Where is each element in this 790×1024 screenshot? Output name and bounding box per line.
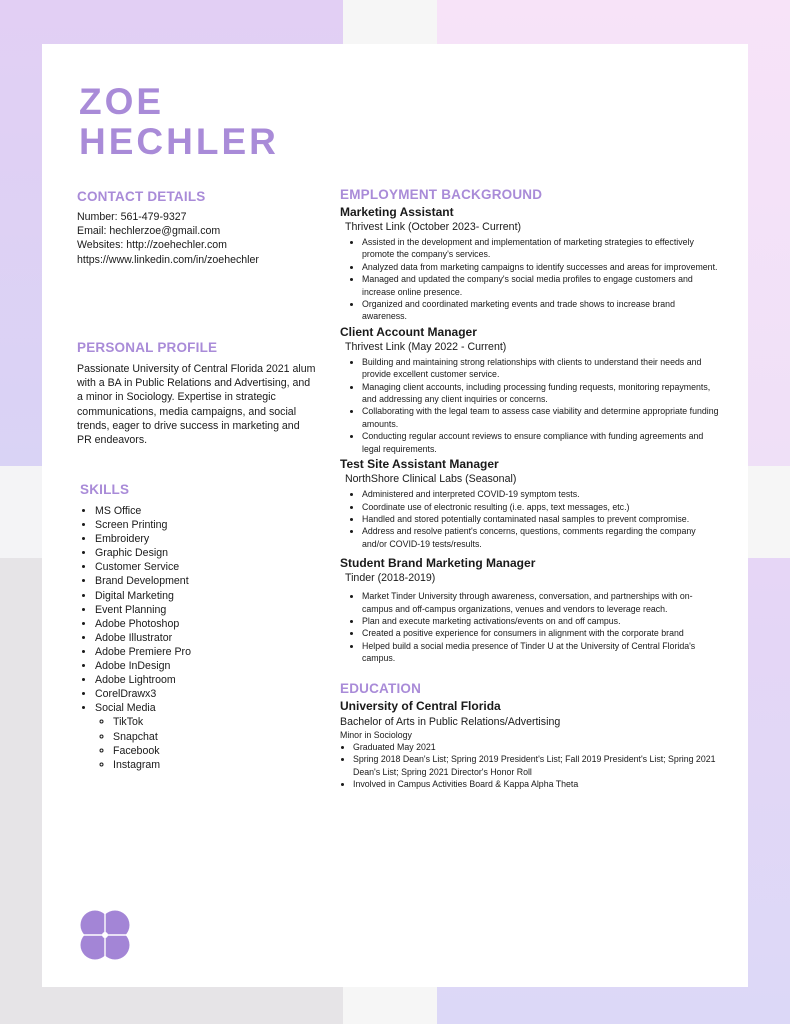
job-duty: • Building and maintaining strong relationships with clients to understand their needs and provide excellent customer service. xyxy=(362,356,720,381)
contact-website: Websites: http://zoehechler.com xyxy=(77,239,227,252)
employment-section xyxy=(340,187,720,791)
job-duty: • Administered and interpreted COVID-19 symptom tests. xyxy=(362,488,720,500)
job-duty: • Plan and execute marketing activations/events on and off campus. xyxy=(362,615,720,627)
education-heading: EDUCATION xyxy=(340,680,422,696)
education-item: • Involved in Campus Activities Board & Kappa Alpha Theta xyxy=(353,778,720,790)
skill-item: • CorelDrawx3 xyxy=(95,687,191,701)
skill-item: • Event Planning xyxy=(95,603,191,617)
education-section xyxy=(340,681,720,791)
contact-linkedin: https://www.linkedin.com/in/zoehechler xyxy=(77,253,259,266)
education-list xyxy=(340,741,720,791)
employment-heading: EMPLOYMENT BACKGROUND xyxy=(340,187,543,202)
contact-heading: CONTACT DETAILS xyxy=(77,189,206,204)
education-item: • Graduated May 2021 xyxy=(353,741,720,753)
job-title: Test Site Assistant Manager xyxy=(340,457,499,472)
job-duty: • Coordinate use of electronic resulting (i.e. apps, text messages, etc.) xyxy=(362,501,720,513)
job-duty: • Created a positive experience for consumers in alignment with the corporate brand xyxy=(362,627,720,639)
first-name: ZOE xyxy=(79,81,165,122)
profile-heading: PERSONAL PROFILE xyxy=(77,340,218,355)
contact-section xyxy=(77,189,322,267)
job-duty: • Handled and stored potentially contaminated nasal samples to prevent compromise. xyxy=(362,513,720,525)
contact-number: Number: 561-479-9327 xyxy=(77,211,187,223)
social-media-item: ◦ Snapchat xyxy=(113,730,191,744)
four-petal-flower-icon xyxy=(76,906,134,964)
job-entry xyxy=(340,556,720,664)
skills-heading: SKILLS xyxy=(80,482,130,497)
job-company: Tinder (2018-2019) xyxy=(345,572,436,585)
skill-item: • Customer Service xyxy=(95,560,191,574)
skill-item: • Screen Printing xyxy=(95,518,191,532)
profile-text: Passionate University of Central Florida 2021 alum with a BA in Public Relations and Advertising, and a minor in Sociology. Expertise in strategic communications, media campaigns, and social trends, eager to drive success in marketing and PR endeavors. xyxy=(77,363,316,447)
skill-item-social-media xyxy=(95,701,191,771)
social-media-item: ◦ Facebook xyxy=(113,744,191,758)
skill-item: • Brand Development xyxy=(95,574,191,588)
skills-list xyxy=(77,504,191,772)
job-title: Client Account Manager xyxy=(340,324,477,339)
contact-email: Email: hechlerzoe@gmail.com xyxy=(77,225,221,238)
job-company: Thrivest Link (October 2023- Current) xyxy=(345,221,522,233)
skill-item: • Embroidery xyxy=(95,532,191,546)
skill-item: • Adobe Premiere Pro xyxy=(95,645,191,659)
job-entry xyxy=(340,325,720,455)
resume-page xyxy=(42,44,748,987)
skill-item: • MS Office xyxy=(95,504,191,518)
social-media-item: ◦ Instagram xyxy=(113,758,191,772)
skill-item: • Adobe Lightroom xyxy=(95,673,191,687)
job-title: Marketing Assistant xyxy=(340,205,454,219)
job-duty: • Managing client accounts, including processing funding requests, monitoring repayments, and addressing any client inquiries or concerns. xyxy=(362,381,720,406)
name-heading xyxy=(79,82,279,162)
job-duty: • Organized and coordinated marketing events and trade shows to increase brand awareness. xyxy=(362,298,720,323)
social-media-sublist xyxy=(95,715,191,771)
skill-item: • Adobe Photoshop xyxy=(95,617,191,631)
last-name: HECHLER xyxy=(79,121,279,162)
job-duty: • Assisted in the development and implementation of marketing strategies to effectively promote the company's services. xyxy=(362,236,720,261)
skill-item: • Adobe Illustrator xyxy=(95,631,191,645)
job-duty: • Address and resolve patient's concerns, questions, comments regarding the company and/or COVID-19 tests/results. xyxy=(362,525,720,550)
job-entry xyxy=(340,205,720,323)
job-company: NorthShore Clinical Labs (Seasonal) xyxy=(345,473,517,486)
job-entry xyxy=(340,457,720,550)
job-title: Student Brand Marketing Manager xyxy=(340,556,536,571)
social-media-item: ◦ TikTok xyxy=(113,715,191,729)
job-duty: • Analyzed data from marketing campaigns to identify successes and areas for improvement. xyxy=(362,261,720,273)
skill-item: • Adobe InDesign xyxy=(95,659,191,673)
job-duty: • Market Tinder University through awareness, conversation, and partnerships with on-campus and off-campus organizations, venues and vendors to leverage reach. xyxy=(362,590,720,615)
skill-item-label: Social Media xyxy=(95,702,156,715)
skill-item: • Digital Marketing xyxy=(95,589,191,603)
education-item: • Spring 2018 Dean's List; Spring 2019 President's List; Fall 2019 President's List; Spring 2021 Dean's List; Spring 2021 Director's Honor Roll xyxy=(353,753,720,778)
education-degree: Bachelor of Arts in Public Relations/Advertising xyxy=(340,715,561,728)
job-company: Thrivest Link (May 2022 - Current) xyxy=(345,340,507,353)
job-duty: • Collaborating with the legal team to assess case viability and determine appropriate funding amounts. xyxy=(362,405,720,430)
education-minor: Minor in Sociology xyxy=(340,729,412,740)
job-duty: • Managed and updated the company's social media profiles to engage customers and increase online presence. xyxy=(362,273,720,298)
skill-item: • Graphic Design xyxy=(95,546,191,560)
job-duty: • Helped build a social media presence of Tinder U at the University of Central Florida's campus. xyxy=(362,640,720,665)
education-school: University of Central Florida xyxy=(340,698,501,713)
job-duty: • Conducting regular account reviews to ensure compliance with funding agreements and legal requirements. xyxy=(362,430,720,455)
